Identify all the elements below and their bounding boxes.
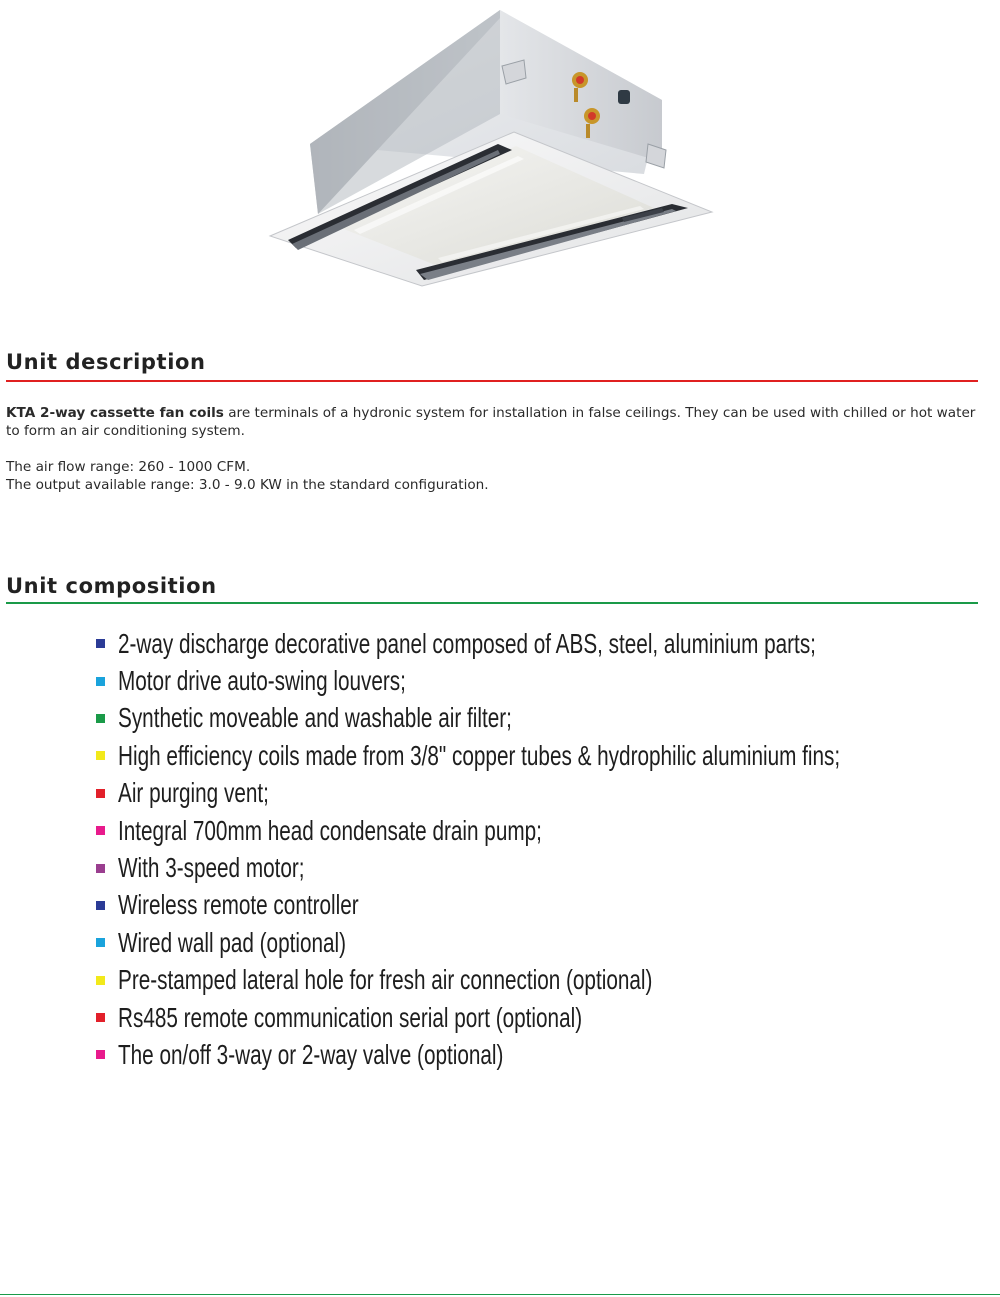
list-item-text: Integral 700mm head condensate drain pump; [118, 814, 542, 846]
unit-composition-divider [6, 602, 978, 604]
list-item [96, 849, 976, 886]
list-item-text: High efficiency coils made from 3/8" copper tubes & hydrophilic aluminium fins; [118, 739, 841, 771]
list-item-text: Rs485 remote communication serial port (optional) [118, 1001, 583, 1033]
list-item-text: Air purging vent; [118, 777, 269, 809]
unit-composition-heading: Unit composition [6, 574, 217, 598]
list-item [96, 1036, 976, 1073]
list-item [96, 700, 976, 737]
unit-description-heading: Unit description [6, 350, 206, 374]
list-item [96, 775, 976, 812]
intro-text: are terminals of a hydronic system for installation in false ceilings. They can be used with chilled or hot water to form an air conditioning system. [6, 405, 976, 439]
list-item [96, 962, 976, 999]
list-item-text: Wireless remote controller [118, 889, 359, 921]
list-item-text: Wired wall pad (optional) [118, 926, 347, 958]
square-bullet-icon [96, 976, 105, 985]
square-bullet-icon [96, 677, 105, 686]
unit-description-divider [6, 380, 978, 382]
list-item [96, 625, 976, 662]
square-bullet-icon [96, 639, 105, 648]
square-bullet-icon [96, 751, 105, 760]
list-item-text: With 3-speed motor; [118, 852, 305, 884]
list-item-text: Pre-stamped lateral hole for fresh air connection (optional) [118, 964, 653, 996]
list-item-text: 2-way discharge decorative panel composed of ABS, steel, aluminium parts; [118, 627, 816, 659]
unit-description-text [6, 404, 981, 494]
air-flow-range: The air flow range: 260 - 1000 CFM. [6, 459, 251, 475]
square-bullet-icon [96, 826, 105, 835]
list-item [96, 662, 976, 699]
square-bullet-icon [96, 938, 105, 947]
composition-list [96, 625, 976, 1074]
square-bullet-icon [96, 789, 105, 798]
square-bullet-icon [96, 714, 105, 723]
list-item-text: Synthetic moveable and washable air filter; [118, 702, 512, 734]
list-item [96, 999, 976, 1036]
list-item-text: Motor drive auto-swing louvers; [118, 665, 406, 697]
intro-paragraph [6, 404, 981, 440]
list-item [96, 924, 976, 961]
square-bullet-icon [96, 1013, 105, 1022]
list-item [96, 737, 976, 774]
output-range: The output available range: 3.0 - 9.0 KW in the standard configuration. [6, 477, 489, 493]
fan-coil-unit-image [262, 4, 722, 290]
footer-divider [0, 1294, 1000, 1295]
list-item [96, 887, 976, 924]
square-bullet-icon [96, 901, 105, 910]
list-item-text: The on/off 3-way or 2-way valve (optional) [118, 1038, 504, 1070]
square-bullet-icon [96, 864, 105, 873]
list-item [96, 812, 976, 849]
product-name: KTA 2-way cassette fan coils [6, 405, 224, 421]
square-bullet-icon [96, 1050, 105, 1059]
